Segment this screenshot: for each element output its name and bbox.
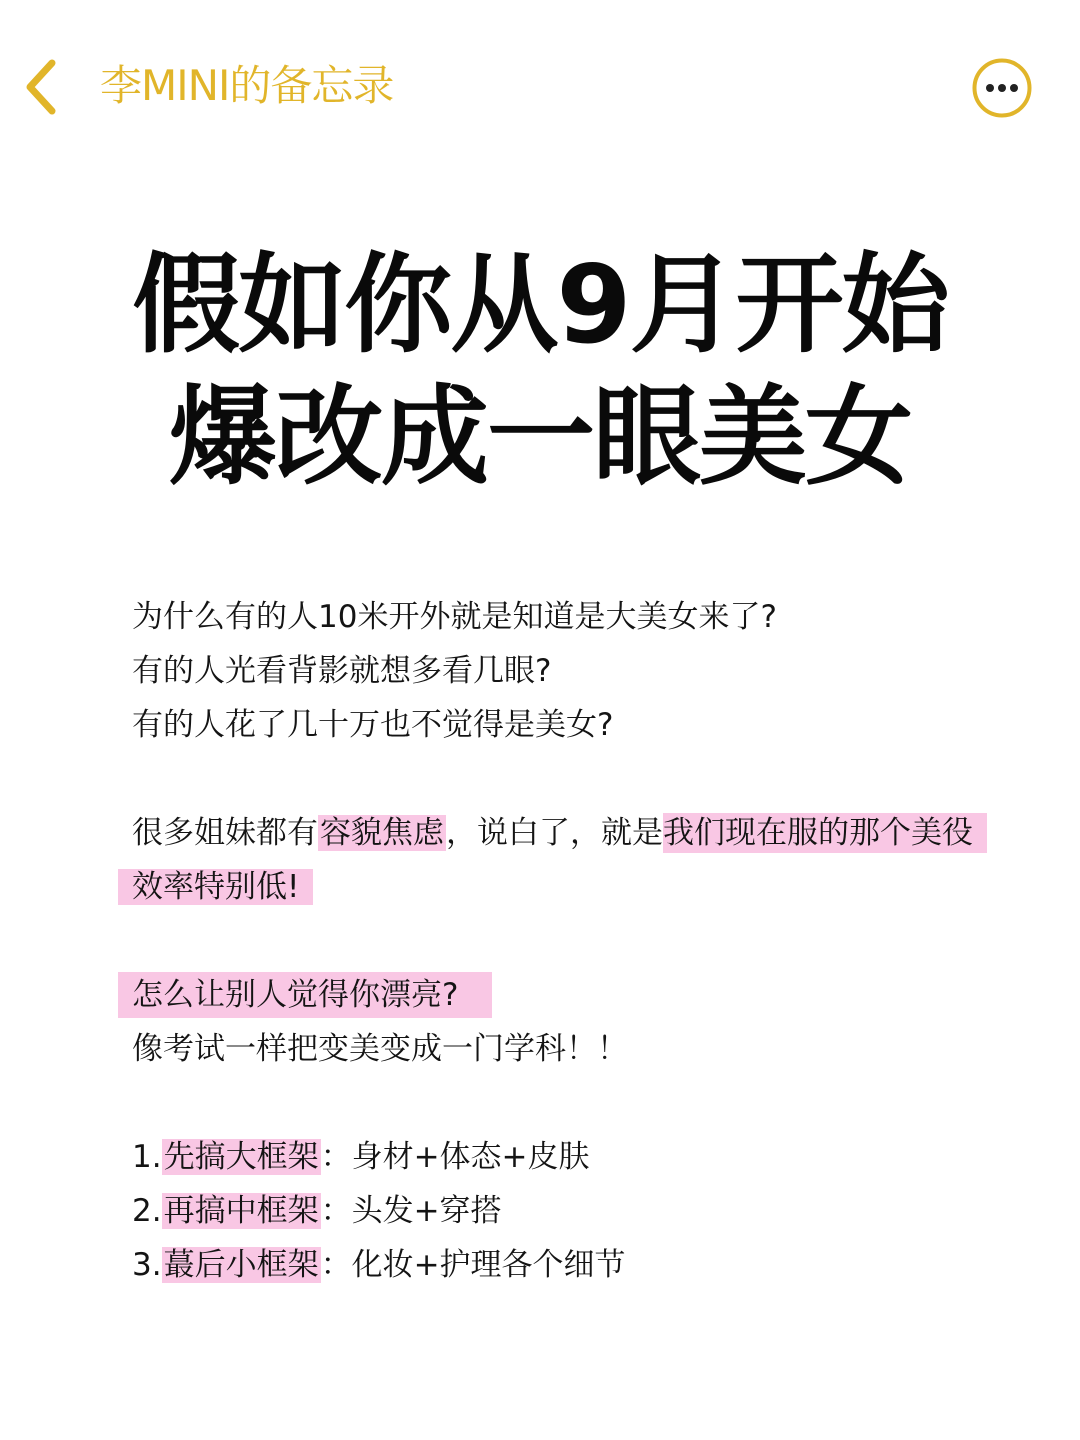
headline	[0, 240, 1080, 504]
list-num-2: 2.	[132, 1193, 162, 1229]
highlight-low-efficiency: 效率特别低!	[118, 869, 313, 905]
headline-line-1: 假如你从9月开始	[132, 243, 948, 368]
para2-line-2	[132, 860, 1012, 914]
list-term-2: 再搞中框架	[163, 1193, 319, 1229]
para2-text-c: ，说白了，就是	[446, 815, 663, 851]
intro-line-1: 为什么有的人10米开外就是知道是大美女来了?	[132, 599, 777, 635]
para2-text-a: 很多姐妹都有	[132, 815, 318, 851]
list-term-3: 蕞后小框架	[163, 1247, 319, 1283]
list-num-1: 1.	[132, 1139, 162, 1175]
chevron-left-icon[interactable]	[18, 55, 68, 119]
list-num-3: 3.	[132, 1247, 162, 1283]
intro-line-2: 有的人光看背影就想多看几眼?	[132, 653, 552, 689]
para2-line-1	[132, 806, 1012, 860]
para3-question-line	[132, 968, 1012, 1022]
list-item-2	[132, 1184, 1012, 1238]
highlight-beauty-service: 我们现在服的那个美役	[663, 813, 987, 853]
note-title: 李MINI的备忘录	[100, 61, 394, 110]
spacer	[132, 752, 1012, 806]
headline-line-2: 爆改成一眼美女	[168, 375, 911, 500]
highlight-question: 怎么让别人觉得你漂亮?	[118, 972, 492, 1018]
list-desc-3: ：化妆+护理各个细节	[320, 1247, 626, 1283]
nav-bar	[0, 0, 1080, 175]
list-item-3	[132, 1238, 1012, 1292]
intro-line-3: 有的人花了几十万也不觉得是美女?	[132, 707, 614, 743]
note-body	[132, 590, 1012, 1292]
list-term-1: 先搞大框架	[163, 1139, 319, 1175]
spacer	[132, 914, 1012, 968]
para3-answer: 像考试一样把变美变成一门学科！！	[132, 1031, 628, 1067]
highlight-appearance-anxiety: 容貌焦虑	[320, 815, 444, 851]
spacer	[132, 1076, 1012, 1130]
list-item-1	[132, 1130, 1012, 1184]
list-desc-2: ：头发+穿搭	[320, 1193, 502, 1229]
list-desc-1: ：身材+体态+皮肤	[320, 1139, 590, 1175]
more-circle-icon[interactable]	[971, 57, 1033, 119]
